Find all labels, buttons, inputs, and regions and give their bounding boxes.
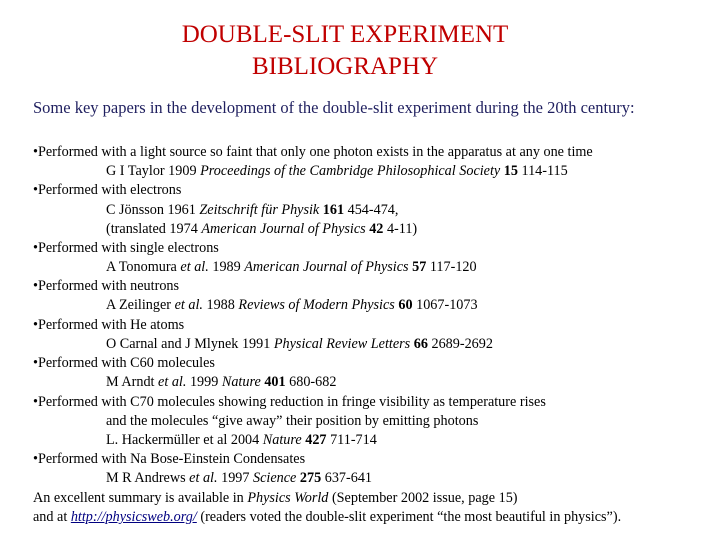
entry-description: •Performed with C70 molecules showing reduction in fringe visibility as temperature rises	[33, 394, 546, 410]
reference-line: C Jönsson 1961 Zeitschrift für Physik 161 454-474,	[106, 202, 399, 218]
page-title-line1: DOUBLE-SLIT EXPERIMENT	[181, 21, 509, 48]
entry-description: •Performed with He atoms	[33, 317, 185, 333]
entry-description: •Performed with neutrons	[33, 278, 180, 294]
reference-line: A Zeilinger et al. 1988 Reviews of Modern Physics 60 1067-1073	[106, 297, 478, 313]
reference-line: G I Taylor 1909 Proceedings of the Cambridge Philosophical Society 15 114-115	[106, 163, 568, 179]
reference-line: O Carnal and J Mlynek 1991 Physical Review Letters 66 2689-2692	[106, 336, 493, 352]
reference-line: A Tonomura et al. 1989 American Journal of Physics 57 117-120	[106, 259, 477, 275]
summary-line: An excellent summary is available in Physics World (September 2002 issue, page 15)	[33, 490, 518, 506]
entry-description: •Performed with single electrons	[33, 240, 219, 256]
summary-line: and at http://physicsweb.org/ (readers voted the double-slit experiment “the most beautiful in physics”).	[33, 509, 622, 525]
physicsweb-link[interactable]: http://physicsweb.org/	[70, 509, 197, 525]
reference-line: (translated 1974 American Journal of Physics 42 4-11)	[106, 221, 418, 237]
entry-description: •Performed with a light source so faint that only one photon exists in the apparatus at any one time	[33, 144, 593, 160]
page-subtitle: Some key papers in the development of the double-slit experiment during the 20th century:	[33, 98, 635, 117]
reference-line: M R Andrews et al. 1997 Science 275 637-641	[106, 470, 373, 486]
entry-description: •Performed with Na Bose-Einstein Condensates	[33, 451, 306, 467]
page-title-line2: BIBLIOGRAPHY	[251, 53, 439, 80]
entry-description-continued: and the molecules “give away” their position by emitting photons	[106, 413, 479, 429]
entry-description: •Performed with C60 molecules	[33, 355, 215, 371]
reference-line: L. Hackermüller et al 2004 Nature 427 711-714	[106, 432, 377, 448]
entry-description: •Performed with electrons	[33, 182, 182, 198]
reference-line: M Arndt et al. 1999 Nature 401 680-682	[106, 374, 337, 390]
